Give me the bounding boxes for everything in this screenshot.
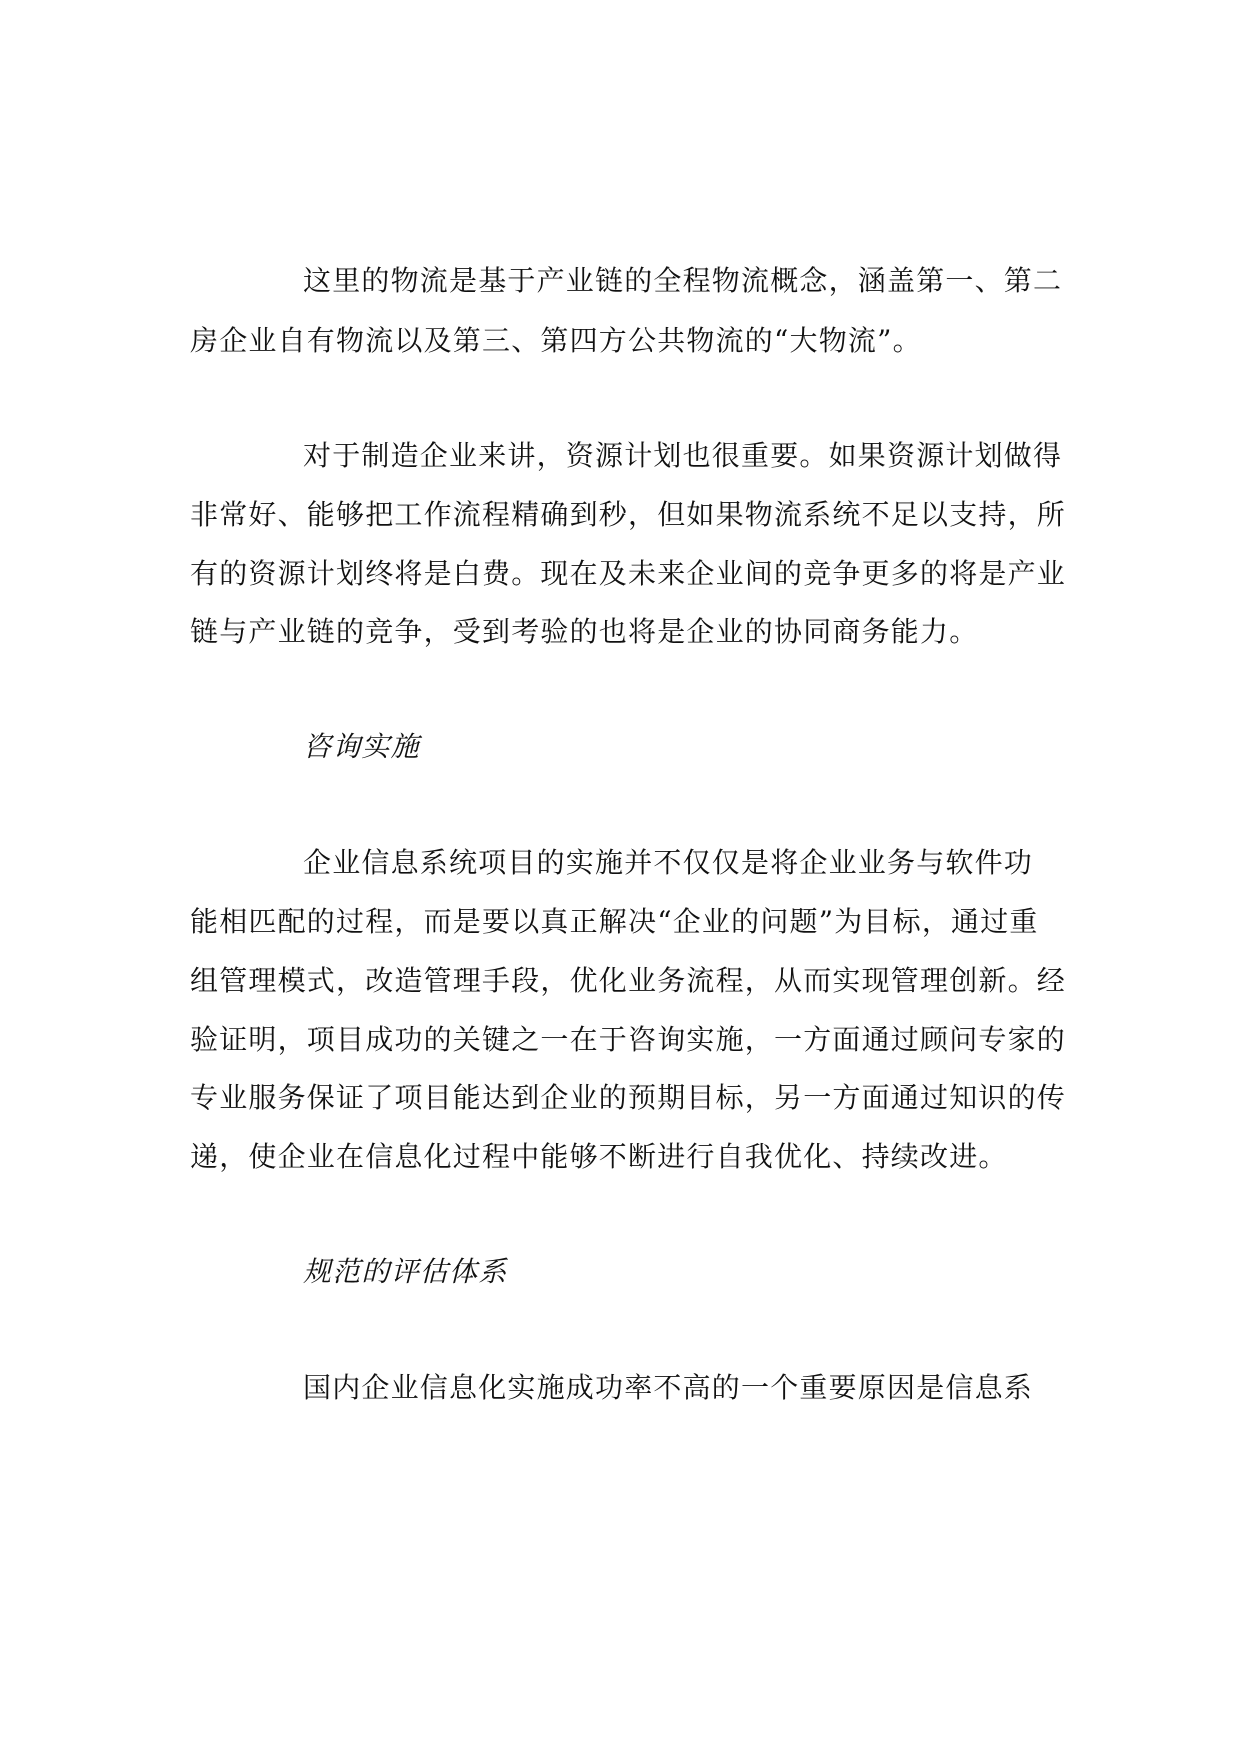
paragraph-line: 能相匹配的过程，而是要以真正解决“企业的问题”为目标，通过重 [190,905,1039,938]
paragraph-line: 有的资源计划终将是白费。现在及未来企业间的竞争更多的将是产业 [190,557,1067,590]
paragraph-line: 对于制造企业来讲，资源计划也很重要。如果资源计划做得 [303,439,1063,472]
paragraph-line: 验证明，项目成功的关键之一在于咨询实施，一方面通过顾问专家的 [190,1023,1067,1056]
paragraph-line: 递，使企业在信息化过程中能够不断进行自我优化、持续改进。 [190,1140,1008,1173]
paragraph-line: 非常好、能够把工作流程精确到秒，但如果物流系统不足以支持，所 [190,498,1067,531]
paragraph-line: 国内企业信息化实施成功率不高的一个重要原因是信息系 [303,1371,1034,1404]
paragraph-line: 专业服务保证了项目能达到企业的预期目标，另一方面通过知识的传 [190,1081,1067,1114]
paragraph-line: 这里的物流是基于产业链的全程物流概念，涵盖第一、第二 [303,264,1063,297]
paragraph-line: 企业信息系统项目的实施并不仅仅是将企业业务与软件功 [303,846,1034,879]
section-heading: 咨询实施 [303,730,420,763]
paragraph-line: 房企业自有物流以及第三、第四方公共物流的“大物流”。 [190,324,922,357]
paragraph-line: 组管理模式，改造管理手段，优化业务流程，从而实现管理创新。经 [190,964,1067,997]
section-heading: 规范的评估体系 [303,1255,508,1288]
paragraph-line: 链与产业链的竞争，受到考验的也将是企业的协同商务能力。 [190,615,979,648]
